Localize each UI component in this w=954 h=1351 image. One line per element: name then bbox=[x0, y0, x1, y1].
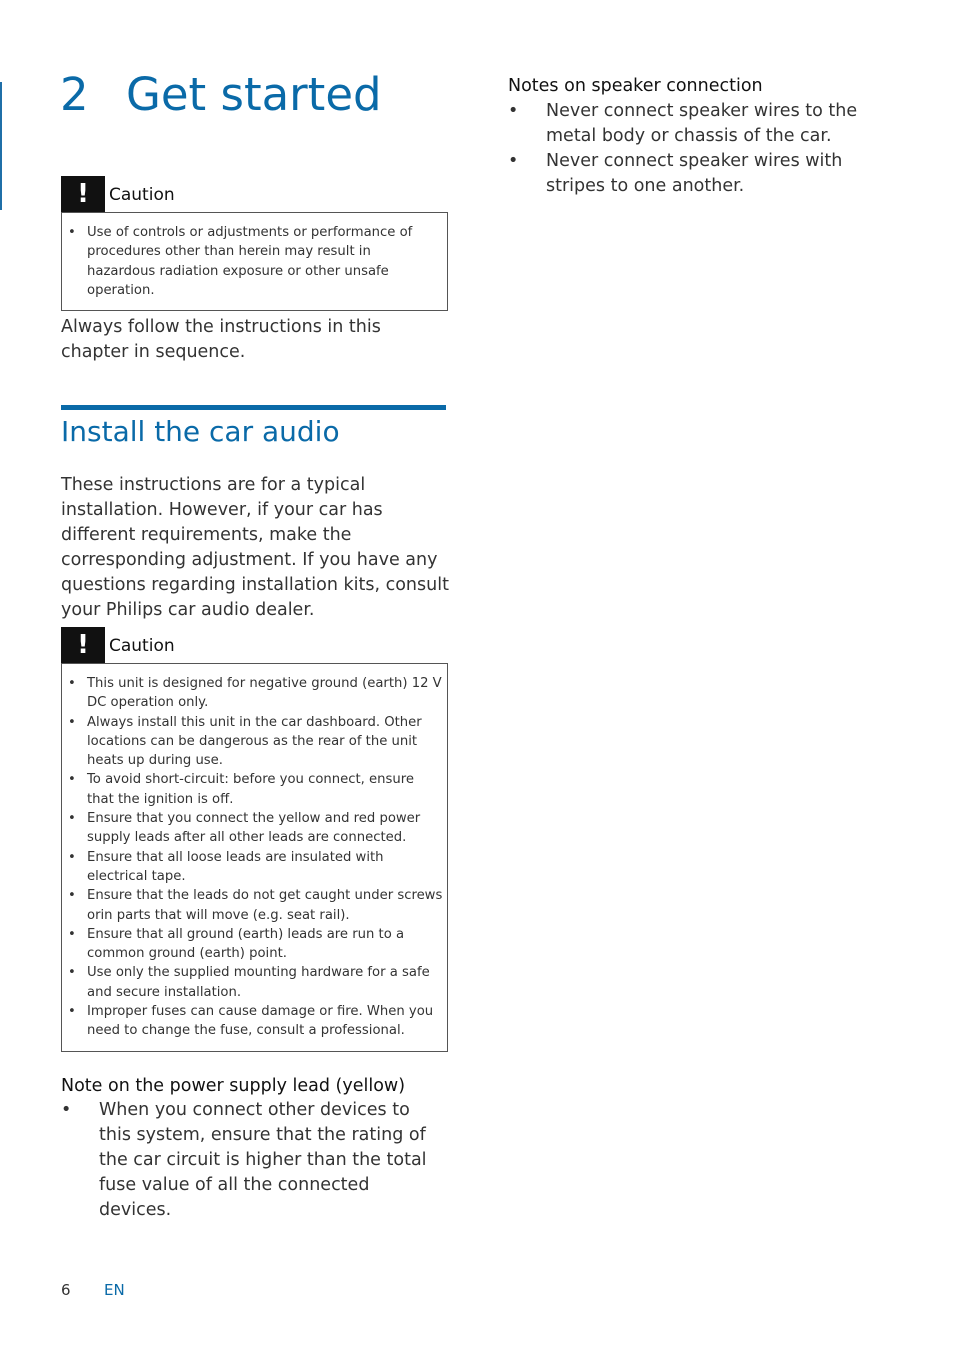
list-item: • Ensure that all loose leads are insulated with electrical tape. bbox=[68, 849, 384, 884]
intro-paragraph: Always follow the instructions in this chapter in sequence. bbox=[61, 317, 381, 362]
page-number: 6 bbox=[61, 1281, 71, 1299]
list-item: • Never connect speaker wires with stripes to one another. bbox=[508, 151, 843, 196]
bullet-icon: • bbox=[68, 714, 76, 730]
bullet-icon: • bbox=[68, 811, 76, 827]
page-edge-marker bbox=[0, 82, 2, 210]
bullet-icon: • bbox=[68, 926, 76, 942]
caution-label: Caution bbox=[109, 636, 175, 656]
power-note-list bbox=[61, 1098, 446, 1223]
list-item: • Never connect speaker wires to the metal body or chassis of the car. bbox=[508, 101, 858, 146]
exclamation-icon: ! bbox=[61, 176, 105, 212]
list-item: • This unit is designed for negative ground (earth) 12 V DC operation only. bbox=[68, 676, 442, 711]
list-item: • To avoid short-circuit: before you connect, ensure that the ignition is off. bbox=[68, 772, 414, 807]
exclamation-icon: ! bbox=[61, 627, 105, 663]
caution-list bbox=[66, 674, 443, 1041]
list-item: • Always install this unit in the car dashboard. Other locations can be dangerous as the rear of the unit heats up during use. bbox=[68, 714, 422, 769]
speaker-note-heading: Notes on speaker connection bbox=[508, 76, 763, 96]
caution-header bbox=[61, 627, 448, 663]
bullet-icon: • bbox=[508, 151, 519, 171]
bullet-icon: • bbox=[68, 1004, 76, 1020]
chapter-title bbox=[60, 66, 382, 124]
list-item: • Ensure that you connect the yellow and red power supply leads after all other leads are connected. bbox=[68, 811, 421, 846]
section-paragraph: These instructions are for a typical installation. However, if your car has different requirements, make the corresponding adjustment. If you have any questions regarding installation kits, consult your Philips car audio dealer. bbox=[61, 475, 449, 620]
bullet-icon: • bbox=[61, 1100, 72, 1120]
caution-box-1 bbox=[61, 176, 448, 311]
list-item: • When you connect other devices to this system, ensure that the rating of the car circuit is higher than the total fuse value of all the connected devices. bbox=[61, 1100, 427, 1220]
caution-content bbox=[61, 212, 448, 311]
speaker-note-list bbox=[508, 99, 893, 199]
list-item: • Ensure that all ground (earth) leads are run to a common ground (earth) point. bbox=[68, 926, 405, 962]
bullet-icon: • bbox=[68, 888, 76, 904]
caution-list bbox=[66, 223, 443, 300]
bullet-icon: • bbox=[68, 225, 76, 240]
chapter-number: 2 bbox=[60, 68, 89, 121]
bullet-icon: • bbox=[68, 965, 76, 981]
section-divider bbox=[61, 405, 446, 410]
list-item: • Use of controls or adjustments or performance of procedures other than herein may result in hazardous radiation exposure or other unsafe operation. bbox=[68, 225, 413, 298]
caution-label: Caution bbox=[109, 185, 175, 205]
caution-content bbox=[61, 663, 448, 1052]
list-item: • Use only the supplied mounting hardware for a safe and secure installation. bbox=[68, 965, 430, 1000]
bullet-icon: • bbox=[68, 772, 76, 788]
bullet-icon: • bbox=[68, 849, 76, 865]
list-item: • Improper fuses can cause damage or fire. When you need to change the fuse, consult a professional. bbox=[68, 1004, 434, 1039]
caution-header bbox=[61, 176, 448, 212]
power-note-heading: Note on the power supply lead (yellow) bbox=[61, 1076, 406, 1096]
section-title: Install the car audio bbox=[61, 415, 340, 448]
language-code: EN bbox=[104, 1281, 125, 1299]
bullet-icon: • bbox=[508, 101, 519, 121]
list-item: • Ensure that the leads do not get caught under screws orin parts that will move (e.g. seat rail). bbox=[68, 888, 443, 923]
caution-box-2 bbox=[61, 627, 448, 1052]
chapter-title-text: Get started bbox=[126, 68, 382, 121]
bullet-icon: • bbox=[68, 676, 76, 691]
